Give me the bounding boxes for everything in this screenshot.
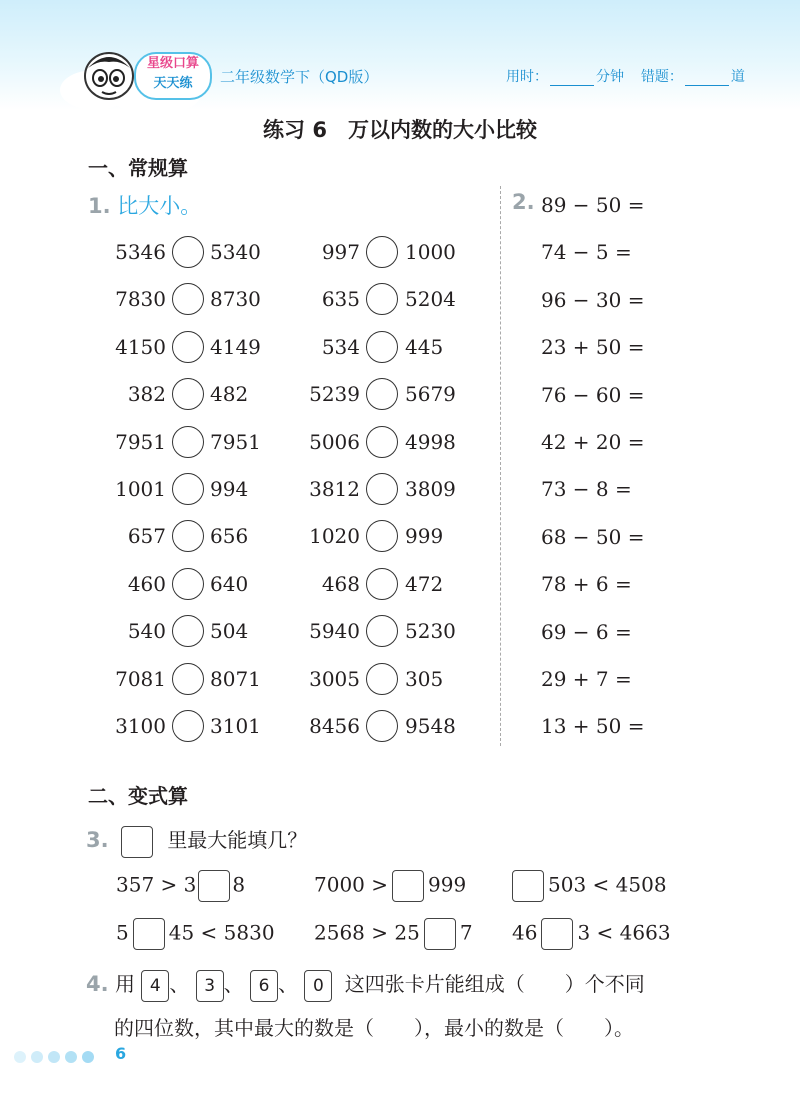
compare-right-number: 999 [405, 524, 444, 549]
q3-item-6 [512, 918, 671, 950]
compare-right-number: 472 [405, 571, 444, 596]
compare-answer-circle[interactable] [172, 378, 204, 410]
compare-answer-circle[interactable] [366, 710, 398, 742]
q3-item-3-right: 503 < 4508 [548, 872, 667, 897]
compare-answer-circle[interactable] [366, 426, 398, 458]
compare-right-number: 482 [210, 382, 249, 407]
q3-item-1-left: 357 > 3 [116, 872, 197, 897]
compare-left-number: 7951 [115, 429, 166, 454]
digit-card: 6 [250, 970, 278, 1002]
compare-right-number: 994 [210, 477, 249, 501]
compare-left-number: 534 [321, 334, 360, 359]
q4-line1-rest: 这四张卡片能组成（ ）个不同 [344, 972, 645, 996]
equation-item: 42 + 20 = [541, 430, 645, 454]
q4-sep: 、 [278, 972, 299, 996]
q3-item-6-right: 3 < 4663 [577, 920, 671, 945]
compare-left-number: 8456 [309, 714, 360, 738]
compare-right-number: 504 [210, 619, 249, 644]
answer-box[interactable] [424, 918, 456, 950]
compare-left-number: 7081 [115, 666, 166, 691]
compare-left-number: 5006 [309, 429, 360, 454]
compare-right-number: 305 [405, 666, 444, 691]
question-3-number: 3. [86, 828, 109, 852]
compare-right-number: 445 [405, 334, 444, 359]
page-title: 练习 6 万以内数的大小比较 [263, 118, 537, 142]
compare-right-number: 7951 [210, 429, 261, 454]
column-divider [500, 186, 501, 746]
compare-answer-circle[interactable] [172, 663, 204, 695]
answer-box[interactable] [541, 918, 573, 950]
equation-item: 23 + 50 = [541, 335, 645, 360]
time-unit: 分钟 [596, 69, 624, 85]
compare-answer-circle[interactable] [172, 283, 204, 315]
q3-item-5-left: 2568 > 25 [314, 920, 420, 945]
compare-left-number: 657 [127, 524, 166, 549]
compare-answer-circle[interactable] [366, 568, 398, 600]
page-number: 6 [115, 1044, 127, 1063]
time-blank[interactable] [550, 71, 594, 86]
equation-item: 73 − 8 = [541, 477, 632, 502]
q4-sep: 、 [169, 972, 190, 996]
question-2-num-text: 2. [512, 190, 535, 214]
page-dots-decoration [14, 1048, 99, 1067]
mascot-icon [80, 48, 138, 104]
compare-answer-circle[interactable] [172, 568, 204, 600]
equation-item: 29 + 7 = [541, 667, 632, 691]
compare-left-number: 635 [321, 287, 360, 312]
compare-right-number: 4149 [210, 334, 261, 359]
error-blank[interactable] [685, 71, 729, 86]
compare-left-number: 460 [127, 571, 166, 596]
digit-card: 3 [196, 970, 224, 1002]
question-3-text: 里最大能填几？ [167, 828, 308, 852]
equation-item: 76 − 60 = [541, 382, 645, 407]
time-error-record [506, 66, 745, 86]
section-heading-2: 二、变式算 [88, 784, 188, 808]
compare-answer-circle[interactable] [172, 615, 204, 647]
equation-item: 96 − 30 = [541, 287, 645, 312]
compare-right-number: 8730 [210, 287, 261, 312]
answer-box[interactable] [512, 870, 544, 902]
question-3-label [86, 824, 307, 858]
compare-answer-circle[interactable] [366, 331, 398, 363]
compare-right-number: 656 [210, 524, 249, 549]
digit-card: 0 [304, 970, 332, 1002]
question-1-label [88, 190, 201, 220]
compare-answer-circle[interactable] [366, 615, 398, 647]
equation-item: 78 + 6 = [541, 572, 632, 597]
q3-item-1 [116, 870, 245, 902]
compare-left-number: 1001 [115, 477, 166, 501]
compare-answer-circle[interactable] [366, 473, 398, 505]
compare-right-number: 9548 [405, 714, 456, 738]
badge-line1: 星级口算 [146, 56, 199, 71]
compare-right-number: 5204 [405, 287, 456, 312]
q3-item-5-right: 7 [459, 920, 473, 945]
section-heading-1: 一、常规算 [88, 156, 188, 180]
compare-right-number: 5230 [405, 619, 456, 644]
question-4-number: 4. [86, 972, 109, 996]
compare-answer-circle[interactable] [366, 663, 398, 695]
compare-answer-circle[interactable] [366, 378, 398, 410]
compare-answer-circle[interactable] [172, 236, 204, 268]
question-2-number [512, 190, 535, 214]
time-label: 用时： [506, 69, 548, 85]
compare-left-number: 5346 [115, 240, 166, 264]
q3-item-1-right: 8 [232, 872, 246, 897]
equation-item: 13 + 50 = [541, 714, 645, 739]
compare-left-number: 382 [127, 382, 166, 407]
compare-answer-circle[interactable] [172, 520, 204, 552]
q3-item-2-left: 7000 > [314, 872, 389, 897]
answer-box[interactable] [133, 918, 165, 950]
compare-answer-circle[interactable] [366, 283, 398, 315]
compare-left-number: 5940 [309, 619, 360, 644]
compare-right-number: 3809 [405, 477, 456, 501]
compare-left-number: 5239 [309, 382, 360, 407]
q3-item-4-right: 45 < 5830 [168, 920, 275, 945]
compare-right-number: 5340 [210, 240, 261, 264]
compare-answer-circle[interactable] [172, 473, 204, 505]
q3-item-2-right: 999 [428, 872, 467, 897]
compare-left-number: 4150 [115, 334, 166, 359]
compare-left-number: 997 [321, 240, 360, 264]
equation-item: 74 − 5 = [541, 240, 632, 265]
compare-left-number: 3005 [309, 666, 360, 691]
compare-right-number: 640 [210, 571, 249, 596]
compare-right-number: 8071 [210, 666, 261, 691]
question-4-line-1 [86, 968, 645, 1002]
page-header [0, 0, 800, 110]
q3-item-5 [314, 918, 473, 950]
compare-left-number: 3100 [115, 714, 166, 738]
q3-item-4-left: 5 [116, 920, 129, 945]
equation-item: 69 − 6 = [541, 619, 632, 644]
book-title: 二年级数学下（QD版） [220, 68, 379, 86]
compare-left-number: 7830 [115, 287, 166, 312]
equation-item: 89 − 50 = [541, 193, 645, 217]
error-unit: 道 [730, 69, 745, 85]
answer-box[interactable] [392, 870, 424, 902]
q3-item-6-left: 46 [512, 920, 538, 945]
compare-right-number: 4998 [405, 429, 456, 454]
q4-use-text: 用 [114, 972, 135, 996]
compare-left-number: 3812 [309, 477, 360, 501]
compare-answer-circle[interactable] [366, 236, 398, 268]
compare-right-number: 5679 [405, 382, 456, 407]
compare-answer-circle[interactable] [172, 426, 204, 458]
question-1-number: 1. [88, 194, 111, 218]
compare-left-number: 540 [127, 619, 166, 644]
q3-item-2 [314, 870, 466, 902]
sample-box [121, 826, 153, 858]
error-label: 错题： [640, 69, 683, 85]
question-1-text: 比大小。 [117, 194, 202, 218]
digit-card: 4 [141, 970, 169, 1002]
compare-answer-circle[interactable] [172, 710, 204, 742]
q4-sep: 、 [223, 972, 244, 996]
compare-answer-circle[interactable] [172, 331, 204, 363]
compare-answer-circle[interactable] [366, 520, 398, 552]
compare-right-number: 3101 [210, 714, 261, 738]
series-badge [134, 52, 212, 100]
compare-left-number: 468 [321, 571, 360, 596]
q3-item-4 [116, 918, 275, 950]
equation-item: 68 − 50 = [541, 524, 645, 549]
answer-box[interactable] [198, 870, 230, 902]
question-4-line-2: 的四位数，其中最大的数是（ ），最小的数是（ ）。 [114, 1016, 634, 1040]
compare-right-number: 1000 [405, 240, 456, 264]
badge-line2: 天天练 [153, 76, 193, 91]
q3-item-3 [512, 870, 667, 902]
compare-left-number: 1020 [309, 524, 360, 549]
